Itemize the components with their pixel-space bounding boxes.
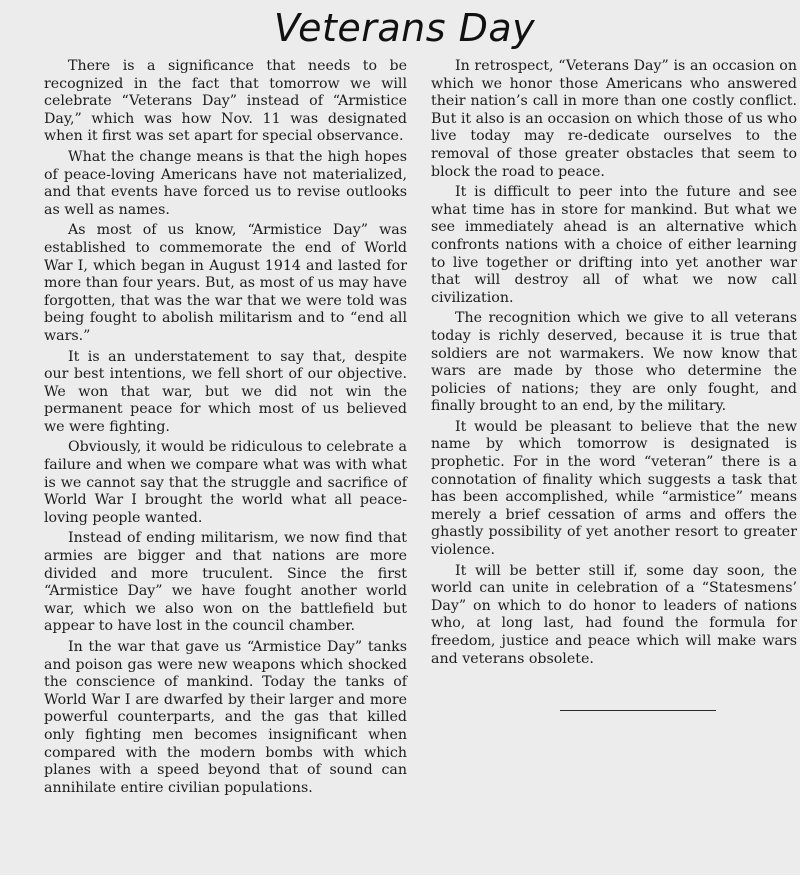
paragraph: It is difficult to peer into the future and see what time has in store for mankind. But what we see immediately ahead is an alternative which confronts nations with a choice of either learning to live together or drifting into yet another war that will destroy all of what we now call civilization. — [431, 184, 797, 306]
paragraph: What the change means is that the high hopes of peace-loving Americans have not materialized, and that events have forced us to revise outlooks as well as names. — [44, 148, 407, 218]
paragraph: In the war that gave us “Armistice Day” tanks and poison gas were new weapons which shocked the conscience of mankind. Today the tanks of World War I are dwarfed by their larger and more powerful counterparts, and the gas that killed only fighting men becomes insignificant when compared with the modern bombs with which planes with a speed beyond that of sound can annihilate entire civilian populations. — [44, 639, 407, 796]
paragraph: Obviously, it would be ridiculous to celebrate a failure and when we compare what was with what is we cannot say that the struggle and sacrifice of World War I brought the world what all peace-loving people wanted. — [44, 439, 407, 526]
paragraph: It would be pleasant to believe that the new name by which tomorrow is designated is prophetic. For in the word “veteran” there is a connotation of finality which suggests a task that has been accomplished, while “armistice” means merely a brief cessation of arms and offers the ghastly possibility of yet another resort to greater violence. — [431, 418, 797, 559]
end-rule — [560, 710, 716, 711]
margin-bottom — [0, 875, 809, 881]
paragraph: There is a significance that needs to be recognized in the fact that tomorrow we will celebrate “Veterans Day” instead of “Armistice Day,” which was how Nov. 11 was designated when it first was set apart for special observance. — [44, 58, 407, 145]
paragraph: It is an understatement to say that, despite our best intentions, we fell short of our objective. We won that war, but we did not win the permanent peace for which most of us believed we were fighting. — [44, 348, 407, 435]
paragraph: It will be better still if, some day soon, the world can unite in celebration of a “Statesmens’ Day” on which to do honor to leaders of nations who, at long last, had found the formula for freedom, justice and peace which will make wars and veterans obsolete. — [431, 562, 797, 667]
paragraph: Instead of ending militarism, we now find that armies are bigger and that nations are more divided and more truculent. Since the first “Armistice Day” we have fought another world war, which we also won on the battlefield but appear to have lost in the council chamber. — [44, 530, 407, 635]
paragraph: The recognition which we give to all veterans today is richly deserved, because it is true that soldiers are not warmakers. We now know that wars are made by those who determine the policies of nations; they are only fought, and finally brought to an end, by the military. — [431, 310, 797, 415]
paragraph: As most of us know, “Armistice Day” was established to commemorate the end of World War I, which began in August 1914 and lasted for more than four years. But, as most of us may have forgotten, that was the war that we were told was being fought to abolish militarism and to “end all wars.” — [44, 222, 407, 344]
margin-right — [800, 0, 809, 881]
paragraph: In retrospect, “Veterans Day” is an occasion on which we honor those Americans who answered their nation’s call in more than one costly conflict. But it also is an occasion on which those of us who live today may re-dedicate ourselves to the removal of those greater obstacles that seem to block the road to peace. — [431, 58, 797, 180]
left-column — [44, 58, 407, 800]
headline: Veterans Day — [273, 6, 536, 50]
right-column — [431, 58, 797, 671]
